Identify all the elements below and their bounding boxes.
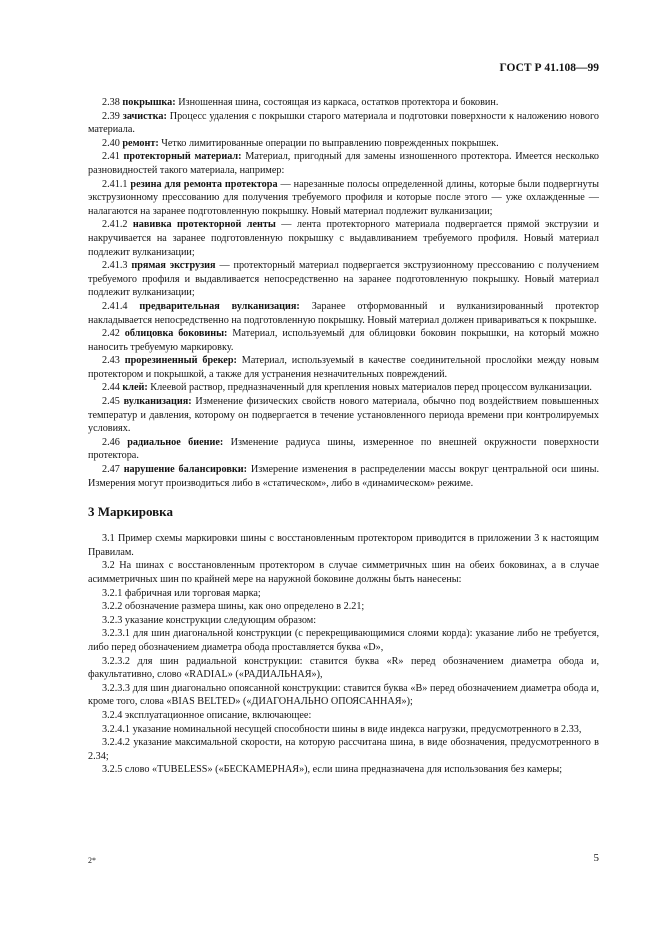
section-heading: 3 Маркировка: [88, 504, 173, 520]
definition-item: [88, 381, 599, 395]
definition-number: 2.39: [102, 110, 120, 122]
definition-text: Изменение физических свойств нового материала, обычно под воздействием повышенных температур и давления, которому он подвергается в течение установленного периода времени при контролируемых условиях.: [88, 396, 599, 435]
marking-paragraph: 3.2.1 фабричная или торговая марка;: [102, 587, 261, 599]
definition-number: 2.41.4: [102, 300, 128, 312]
definition-term: зачистка:: [122, 110, 167, 122]
definition-text: Заранее отформованный и вулканизированный протектор накладывается непосредственно на подготовленную покрышку. Новый материал должен привариваться к покрышке.: [88, 300, 599, 326]
marking-paragraph: 3.2.4.2 указание максимальной скорости, на которую рассчитана шина, в виде обозначения, предусмотренного в 2.34;: [88, 737, 599, 762]
marking-paragraph: 3.2.4 эксплуатационное описание, включающее:: [102, 709, 312, 721]
definition-text: Материал, пригодный для замены изношенного протектора. Имеется несколько разновидностей такого материала, например:: [88, 151, 600, 176]
definition-item: [88, 218, 599, 259]
definition-term: вулканизация:: [123, 396, 192, 408]
signature-mark: 2*: [88, 856, 96, 865]
definition-item: [88, 150, 599, 177]
marking-list: [88, 532, 599, 777]
marking-paragraph: 3.2.2 обозначение размера шины, как оно определено в 2.21;: [102, 601, 365, 613]
definition-item: [88, 137, 599, 151]
definition-item: [88, 463, 599, 490]
definition-item: [88, 96, 599, 110]
definition-term: облицовка боковины:: [124, 328, 228, 340]
definition-text: Материал, используемый для облицовки боковин покрышки, на который можно наносить требуемую маркировку.: [88, 328, 599, 353]
definition-number: 2.41.3: [102, 260, 128, 272]
marking-paragraph: 3.1 Пример схемы маркировки шины с восстановленным протектором приводится в приложении 3 к настоящим Правилам.: [88, 533, 599, 558]
definition-number: 2.40: [102, 137, 120, 149]
definition-text: Изменение радиуса шины, измеренное по внешней окружности поверхности протектора.: [88, 436, 599, 462]
marking-paragraph: 3.2.3.1 для шин диагональной конструкции (с перекрещивающимися слоями корда): указание либо не требуется, либо перед обозначением диаметра обода проставляется буква «D»,: [88, 628, 599, 653]
definition-item: [88, 110, 599, 137]
definition-text: — лента протекторного материала подвергается прямой экструзии и накручивается на заранее подготовленную покрышку с выдавливанием требуемого профиля. Новый материал подлежит вулканизации;: [88, 219, 599, 258]
definition-term: клей:: [122, 382, 148, 394]
definition-text: Измерение изменения в распределении массы вокруг центральной оси шины. Измерения могут производиться либо в «статическом», либо в «динамическом» режиме.: [88, 464, 599, 489]
definition-item: [88, 259, 599, 300]
marking-paragraph: 3.2.4.1 указание номинальной несущей способности шины в виде индекса нагрузки, предусмотренного в 2.33,: [102, 723, 582, 735]
definition-term: предварительная вулканизация:: [139, 300, 300, 312]
definition-text: Изношенная шина, состоящая из каркаса, остатков протектора и боковин.: [175, 97, 499, 108]
definition-term: резина для ремонта протектора: [130, 178, 278, 190]
definition-item: [88, 178, 599, 219]
definition-text: — протекторный материал подвергается экструзионному прессованию с получением требуемого профиля и выдавливается непосредственно на заранее подготовленную покрышку. Новый материал подлежит вулканизации;: [88, 260, 599, 299]
marking-paragraph: 3.2.5 слово «TUBELESS» («БЕСКАМЕРНАЯ»), если шина предназначена для использования без камеры;: [102, 764, 563, 776]
definition-text: — нарезанные полосы определенной длины, которые были подвергнуты экструзионному прессованию для получения требуемого профиля и которые после этого — уже охлажденные — налагаются на заранее подготовленную покрышку. Новый материал подлежит вулканизации;: [88, 178, 600, 217]
definition-term: прорезиненный брекер:: [124, 355, 237, 367]
definition-text: Четко лимитированные операции по выправлению поврежденных покрышек.: [158, 137, 499, 149]
definition-item: [88, 436, 599, 463]
definition-number: 2.47: [102, 464, 120, 476]
definitions-list: [88, 96, 599, 490]
definition-number: 2.41: [102, 151, 120, 163]
definition-term: ремонт:: [122, 137, 159, 149]
definition-text: Материал, используемый в качестве соединительной прослойки между новым протектором и покрышкой, а также для устранения незначительных повреждений.: [88, 355, 599, 380]
definition-term: прямая экструзия: [131, 260, 216, 272]
definition-term: радиальное биение:: [127, 436, 224, 448]
definition-number: 2.41.1: [102, 178, 128, 190]
definition-item: [88, 354, 599, 381]
definition-item: [88, 300, 599, 327]
definition-number: 2.46: [102, 436, 120, 448]
definition-text: Процесс удаления с покрышки старого материала и подготовки поверхности к наложению нового материала.: [88, 110, 599, 136]
marking-paragraph: 3.2.3 указание конструкции следующим образом:: [102, 614, 317, 626]
definition-number: 2.41.2: [102, 219, 128, 231]
page-body: [88, 96, 599, 777]
definition-number: 2.45: [102, 396, 120, 408]
definition-term: нарушение балансировки:: [123, 464, 247, 476]
marking-paragraph: 3.2 На шинах с восстановленным протектором в случае симметричных шин на обеих боковинах, а в случае асимметричных шин по крайней мере на наружной боковине должны быть нанесены:: [88, 560, 599, 585]
definition-term: протекторный материал:: [123, 151, 242, 163]
definition-number: 2.44: [102, 382, 120, 394]
definition-item: [88, 395, 599, 436]
definition-item: [88, 327, 599, 354]
marking-paragraph: 3.2.3.2 для шин радиальной конструкции: ставится буква «R» перед обозначением диаметра обода и, факультативно, слово «RADIAL» («РАДИАЛЬНАЯ»),: [88, 655, 599, 681]
definition-number: 2.38: [102, 97, 120, 108]
definition-term: покрышка:: [122, 97, 176, 108]
marking-paragraph: 3.2.3.3 для шин диагонально опоясанной конструкции: ставится буква «B» перед обозначением диаметра обода и, кроме того, слова «BIAS BELTED» («ДИАГОНАЛЬНО ОПОЯСАННАЯ»);: [88, 682, 599, 708]
definition-text: Клеевой раствор, предназначенный для крепления новых материалов перед процессом вулканизации.: [147, 382, 592, 394]
definition-number: 2.42: [102, 328, 120, 340]
definition-term: навивка протекторной ленты: [132, 219, 276, 231]
definition-number: 2.43: [102, 355, 120, 367]
document-code: ГОСТ Р 41.108—99: [499, 62, 599, 74]
page-number: 5: [593, 852, 599, 864]
